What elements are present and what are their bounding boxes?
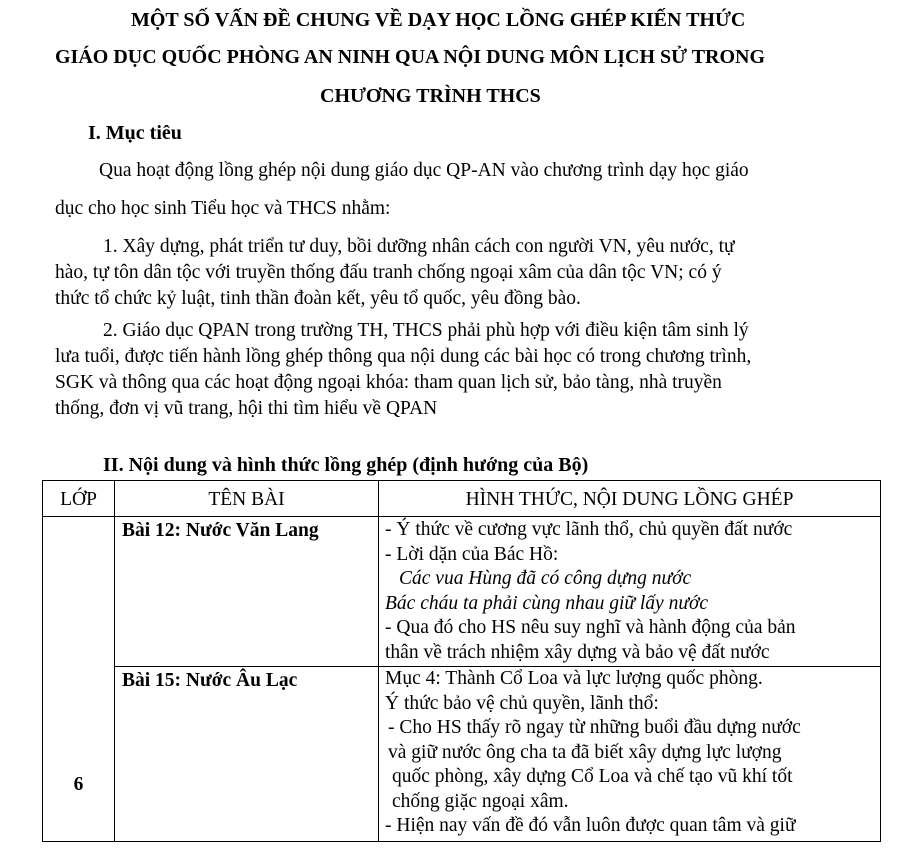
lesson-name: Bài 15: Nước Âu Lạc <box>115 667 379 842</box>
content-line: Ý thức bảo vệ chủ quyền, lãnh thổ: <box>385 692 659 714</box>
objective-2-line-1: 2. Giáo dục QPAN trong trường TH, THCS phải phù hợp với điều kiện tâm sinh lý <box>103 320 749 341</box>
header-content: HÌNH THỨC, NỘI DUNG LỒNG GHÉP <box>379 481 881 517</box>
objective-2-line-2: lưa tuổi, được tiến hành lồng ghép thông qua nội dung các bài học có trong chương trình, <box>55 346 752 367</box>
content-line: Mục 4: Thành Cổ Loa và lực lượng quốc phòng. <box>385 668 763 689</box>
content-line: chống giặc ngoại xâm. <box>392 790 569 812</box>
lesson-name: Bài 12: Nước Văn Lang <box>115 517 379 667</box>
document-title-line-1: MỘT SỐ VẤN ĐỀ CHUNG VỀ DẠY HỌC LỒNG GHÉP KIẾN THỨC <box>131 9 746 31</box>
objective-1-line-1: 1. Xây dựng, phát triển tư duy, bồi dưỡng nhân cách con người VN, yêu nước, tự <box>103 236 735 257</box>
content-line: - Lời dặn của Bác Hồ: <box>385 543 559 565</box>
content-line: - Cho HS thấy rõ ngay từ những buổi đầu dựng nước <box>388 717 801 738</box>
section-2-heading: II. Nội dung và hình thức lồng ghép (định hướng của Bộ) <box>103 454 589 476</box>
objective-2-line-4: thống, đơn vị vũ trang, hội thi tìm hiểu về QPAN <box>55 398 438 419</box>
content-line: Bác cháu ta phải cùng nhau giữ lấy nước <box>385 592 709 614</box>
header-lesson: TÊN BÀI <box>115 481 379 517</box>
content-line: và giữ nước ông cha ta đã biết xây dựng lực lượng <box>388 741 782 763</box>
document-title-line-2: GIÁO DỤC QUỐC PHÒNG AN NINH QUA NỘI DUNG MÔN LỊCH SỬ TRONG <box>55 46 766 68</box>
header-class: LỚP <box>43 481 115 517</box>
content-line: - Qua đó cho HS nêu suy nghĩ và hành động của bản <box>385 617 796 638</box>
table-row <box>43 667 881 842</box>
content-line: thân về trách nhiệm xây dựng và bảo vệ đất nước <box>385 641 770 663</box>
intro-line-2: dục cho học sinh Tiểu học và THCS nhằm: <box>55 198 391 219</box>
objective-1-line-3: thức tổ chức kỷ luật, tinh thần đoàn kết, yêu tổ quốc, yêu đồng bào. <box>55 288 581 309</box>
content-line: Các vua Hùng đã có công dựng nước <box>399 568 692 589</box>
intro-line-1: Qua hoạt động lồng ghép nội dung giáo dục QP-AN vào chương trình dạy học giáo <box>99 160 749 181</box>
content-line: quốc phòng, xây dựng Cổ Loa và chế tạo vũ khí tốt <box>392 766 793 787</box>
objective-2-line-3: SGK và thông qua các hoạt động ngoại khóa: tham quan lịch sử, bảo tàng, nhà truyền <box>55 372 722 393</box>
lesson-content <box>379 517 881 667</box>
document-title-line-3: CHƯƠNG TRÌNH THCS <box>320 85 541 107</box>
content-line: - Hiện nay vấn đề đó vẫn luôn được quan tâm và giữ <box>385 815 796 836</box>
class-cell <box>43 517 115 842</box>
table-row <box>43 517 881 667</box>
lesson-content <box>379 667 881 842</box>
integration-table <box>42 480 881 842</box>
content-line: - Ý thức về cương vực lãnh thổ, chủ quyền đất nước <box>385 519 793 540</box>
objective-1-line-2: hào, tự tôn dân tộc với truyền thống đấu tranh chống ngoại xâm của dân tộc VN; có ý <box>55 262 722 283</box>
section-1-heading: I. Mục tiêu <box>88 122 182 144</box>
class-label: 6 <box>73 774 84 795</box>
table-header-row <box>43 481 881 517</box>
